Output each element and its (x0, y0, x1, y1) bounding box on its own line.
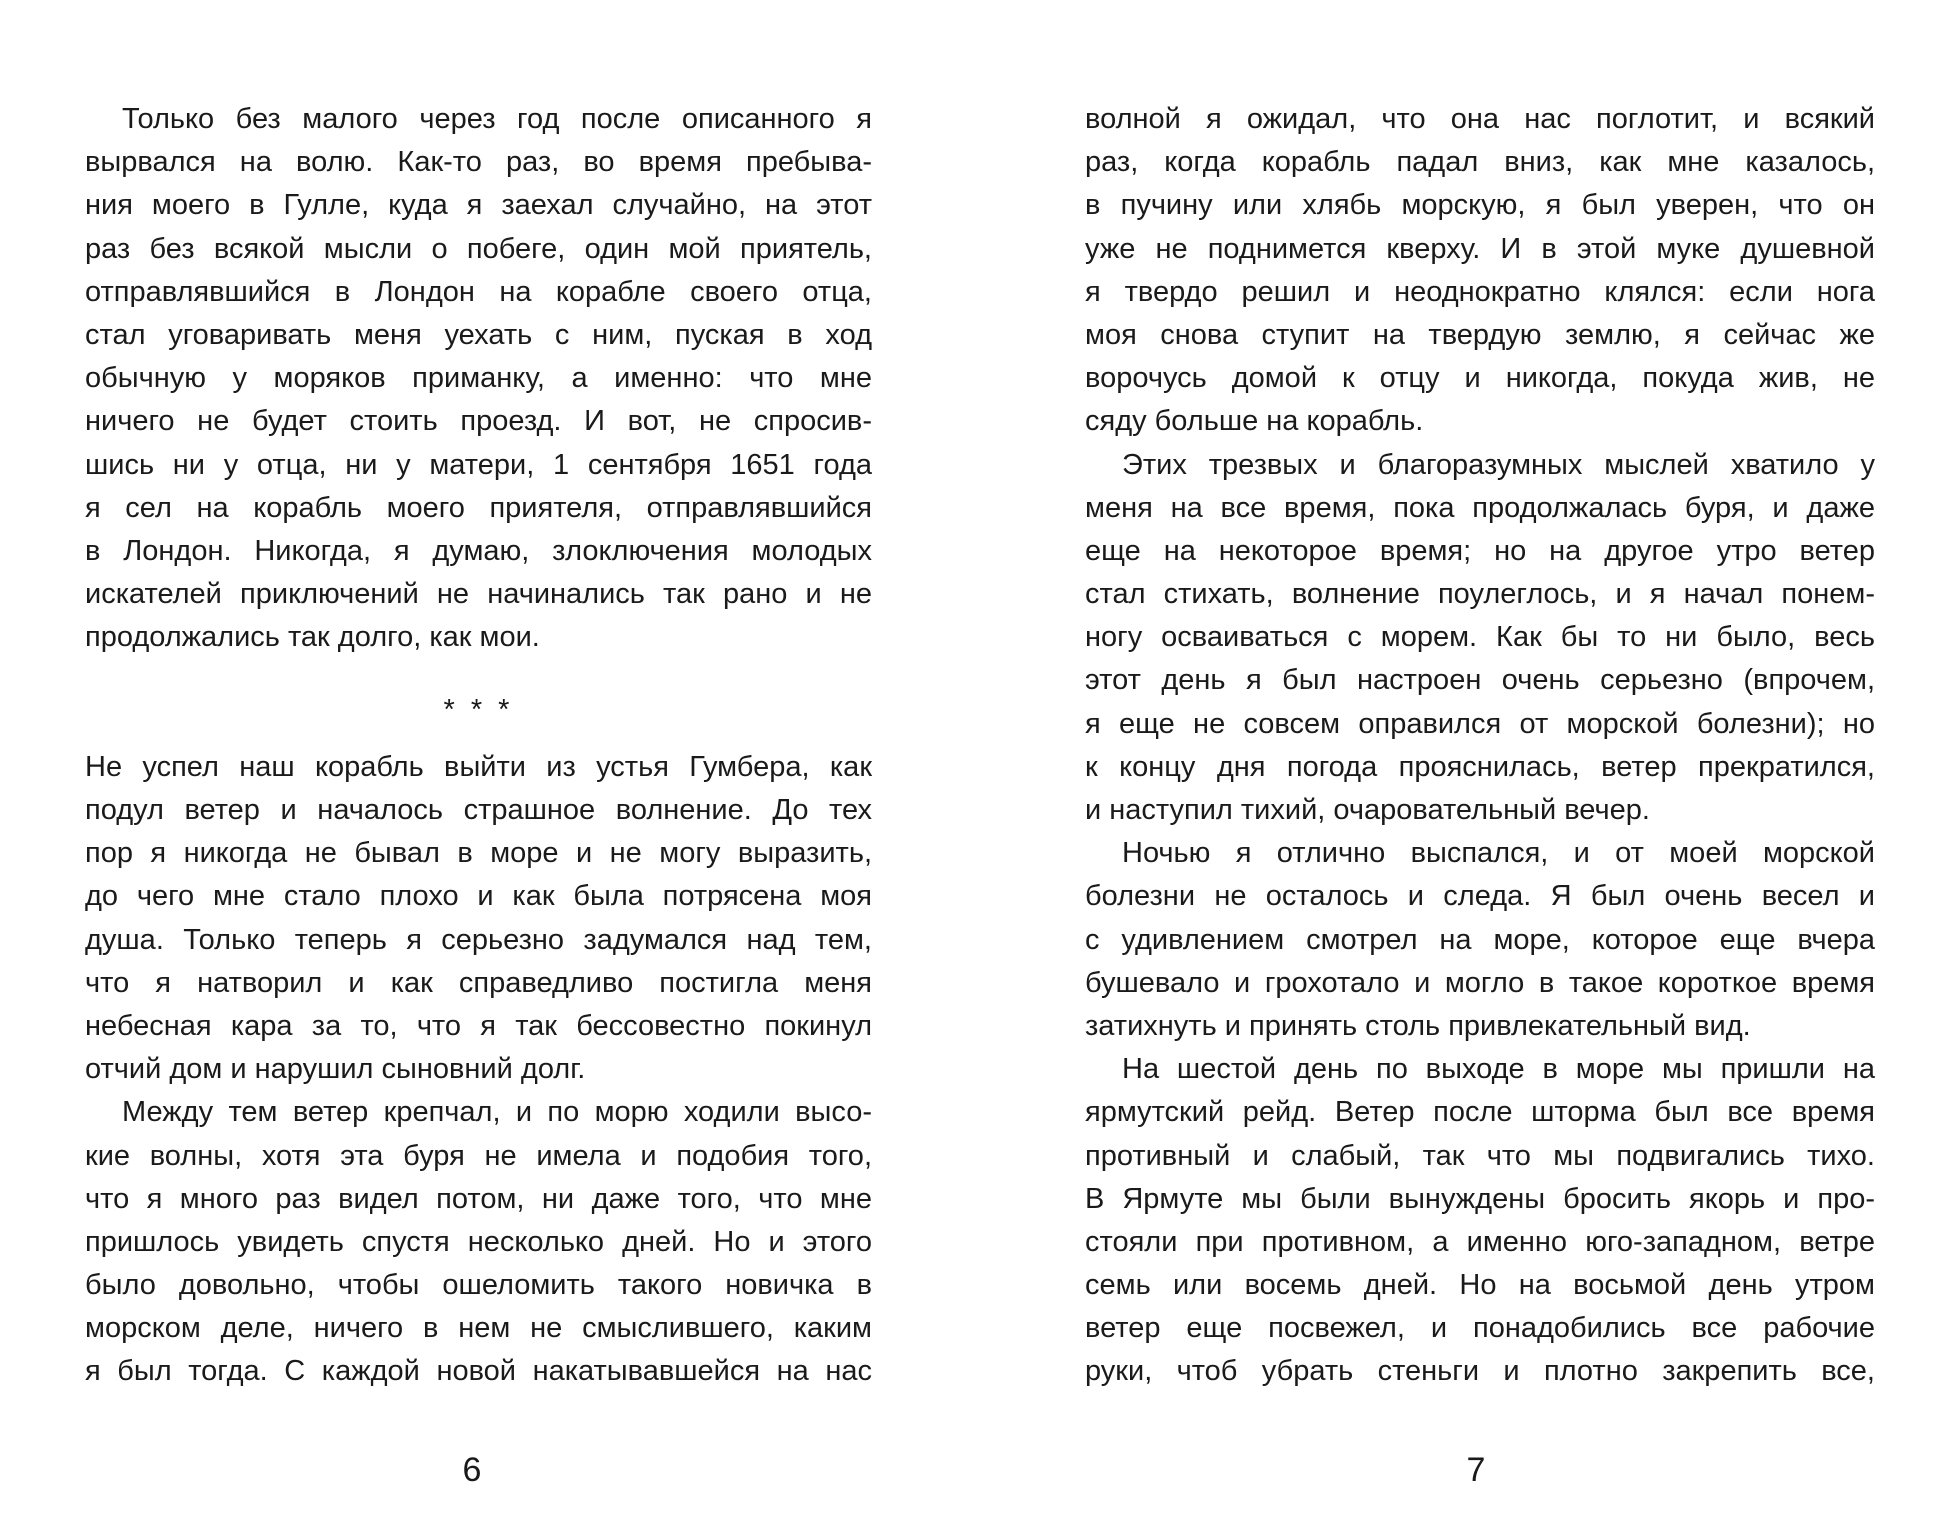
text-line: ничего не будет стоить проезд. И вот, не спросив- (85, 405, 872, 438)
page-right-text (1085, 98, 1875, 1394)
text-line: я сел на корабль моего приятеля, отправлявшийся (85, 491, 872, 524)
text-line: Ночью я отлично выспался, и от моей морской (1122, 837, 1875, 870)
text-line: волной я ожидал, что она нас поглотит, и всякий (1085, 103, 1875, 135)
text-line: ярмутский рейд. Ветер после шторма был все время (1085, 1096, 1875, 1129)
paragraph (1085, 98, 1875, 444)
text-line: еще на некоторое время; но на другое утро ветер (1085, 534, 1875, 567)
text-line: Между тем ветер крепчал, и по морю ходили высо- (122, 1096, 872, 1129)
text-line: я был тогда. С каждой новой накатывавшейся на нас (85, 1355, 872, 1388)
text-line: отправлявшийся в Лондон на корабле своего отца, (85, 275, 872, 308)
text-line: На шестой день по выходе в море мы пришли на (1122, 1053, 1875, 1086)
paragraph (1085, 444, 1875, 833)
text-line: Не успел наш корабль выйти из устья Гумбера, как (85, 750, 872, 783)
text-line: стал уговаривать меня уехать с ним, пуская в ход (85, 318, 872, 351)
text-line: отчий дом и нарушил сыновний долг. (85, 1053, 586, 1086)
text-line: раз, когда корабль падал вниз, как мне казалось, (1085, 146, 1875, 179)
text-line: в пучину или хлябь морскую, я был уверен, что он (1085, 189, 1875, 222)
text-line: продолжались так долго, как мои. (85, 621, 540, 654)
text-line: ния моего в Гулле, куда я заехал случайно, на этот (85, 189, 872, 222)
text-line: болезни не осталось и следа. Я был очень весел и (1085, 880, 1875, 913)
text-line: моя снова ступит на твердую землю, я сейчас же (1085, 318, 1875, 351)
text-line: душа. Только теперь я серьезно задумался над тем, (85, 923, 872, 956)
text-line: было довольно, чтобы ошеломить такого новичка в (85, 1269, 872, 1302)
text-line: ворочусь домой к отцу и никогда, покуда жив, не (1085, 362, 1875, 395)
text-line: кие волны, хотя эта буря не имела и подобия того, (85, 1139, 872, 1172)
text-line: до чего мне стало плохо и как была потрясена моя (85, 880, 872, 913)
page-number: 7 (1466, 1451, 1486, 1489)
text-line: стояли при противном, а именно юго-западном, ветре (1085, 1225, 1875, 1258)
text-line: руки, чтоб убрать стеньги и плотно закрепить все, (1085, 1355, 1875, 1388)
text-line: вырвался на волю. Как-то раз, во время пребыва- (85, 146, 872, 179)
text-line: В Ярмуте мы были вынуждены бросить якорь и про- (1085, 1182, 1875, 1215)
text-line: Этих трезвых и благоразумных мыслей хватило у (1122, 448, 1875, 481)
page-number: 6 (462, 1451, 482, 1489)
text-line: в Лондон. Никогда, я думаю, злоключения молодых (85, 534, 872, 567)
paragraph (1085, 1048, 1875, 1394)
text-line: ветер еще посвежел, и понадобились все рабочие (1085, 1312, 1875, 1345)
text-line: бушевало и грохотало и могло в такое короткое время (1085, 966, 1875, 999)
text-line: искателей приключений не начинались так рано и не (85, 578, 872, 611)
text-line: сяду больше на корабль. (1085, 405, 1424, 438)
text-line: небесная кара за то, что я так бессовестно покинул (85, 1009, 872, 1042)
text-line: затихнуть и принять столь привлекательный вид. (1085, 1009, 1751, 1042)
text-line: противный и слабый, так что мы подвигались тихо. (1085, 1139, 1875, 1172)
text-line: Только без малого через год после описанного я (122, 103, 872, 135)
text-line: меня на все время, пока продолжалась буря, и даже (1085, 491, 1875, 524)
paragraph (85, 1091, 872, 1393)
text-line: я твердо решил и неоднократно клялся: если нога (1085, 275, 1875, 308)
text-line: и наступил тихий, очаровательный вечер. (1085, 794, 1650, 826)
text-line: что я много раз видел потом, ни даже того, что мне (85, 1182, 872, 1215)
text-line: уже не поднимется кверху. И в этой муке душевной (1085, 232, 1875, 265)
text-line: я еще не совсем оправился от морской болезни); но (1085, 707, 1875, 740)
text-line: что я натворил и как справедливо постигла меня (85, 966, 872, 999)
text-line: шись ни у отца, ни у матери, 1 сентября 1651 года (85, 448, 872, 481)
text-line: стал стихать, волнение поулеглось, и я начал понем- (1085, 578, 1875, 611)
text-line: к концу дня погода прояснилась, ветер прекратился, (1085, 750, 1875, 783)
text-line: морском деле, ничего в нем не смыслившего, каким (85, 1312, 872, 1345)
paragraph (1085, 832, 1875, 1048)
text-line: ногу осваиваться с морем. Как бы то ни было, весь (1085, 621, 1875, 654)
section-break: * * * (443, 694, 514, 727)
text-line: семь или восемь дней. Но на восьмой день утром (1085, 1269, 1875, 1302)
page-left-text (85, 98, 872, 1394)
text-line: этот день я был настроен очень серьезно (впрочем, (1085, 664, 1875, 697)
text-line: подул ветер и началось страшное волнение. До тех (85, 794, 872, 827)
text-line: пришлось увидеть спустя несколько дней. Но и этого (85, 1225, 872, 1258)
text-line: раз без всякой мысли о побеге, один мой приятель, (85, 232, 872, 265)
text-line: с удивлением смотрел на море, которое еще вчера (1085, 923, 1875, 956)
paragraph (85, 98, 872, 659)
text-line: обычную у моряков приманку, а именно: что мне (85, 362, 872, 395)
text-line: пор я никогда не бывал в море и не могу выразить, (85, 837, 872, 870)
paragraph (85, 746, 872, 1092)
